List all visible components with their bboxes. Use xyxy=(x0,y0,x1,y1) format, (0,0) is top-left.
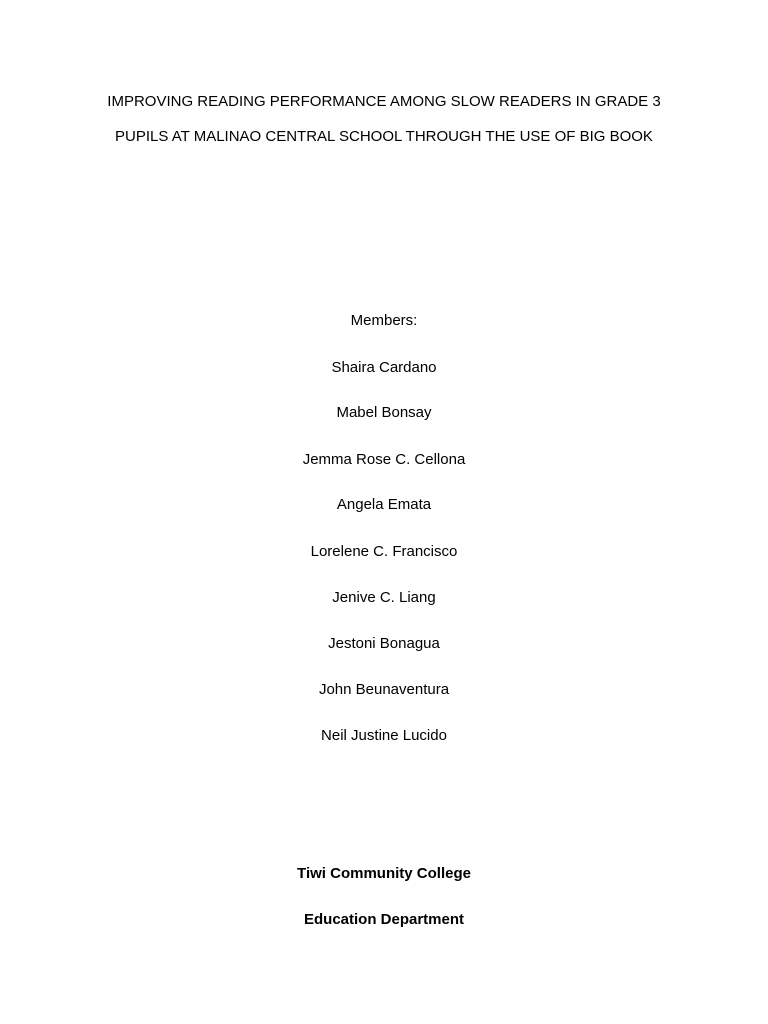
member-name-9: Neil Justine Lucido xyxy=(321,727,447,744)
member-name-2: Mabel Bonsay xyxy=(336,404,432,421)
member-name-8: John Beunaventura xyxy=(318,681,450,698)
institution-name: Tiwi Community College xyxy=(297,865,471,882)
member-name-4: Angela Emata xyxy=(336,496,432,513)
members-label: Members: xyxy=(350,312,418,329)
member-name-5: Lorelene C. Francisco xyxy=(310,543,458,560)
member-name-6: Jenive C. Liang xyxy=(332,589,436,606)
title-line-1: IMPROVING READING PERFORMANCE AMONG SLOW READERS IN GRADE 3 xyxy=(107,93,661,110)
member-name-1: Shaira Cardano xyxy=(331,359,437,376)
member-name-7: Jestoni Bonagua xyxy=(328,635,440,652)
title-line-2: PUPILS AT MALINAO CENTRAL SCHOOL THROUGH THE USE OF BIG BOOK xyxy=(115,128,653,145)
member-name-3: Jemma Rose C. Cellona xyxy=(302,451,466,468)
department-name: Education Department xyxy=(303,911,465,928)
